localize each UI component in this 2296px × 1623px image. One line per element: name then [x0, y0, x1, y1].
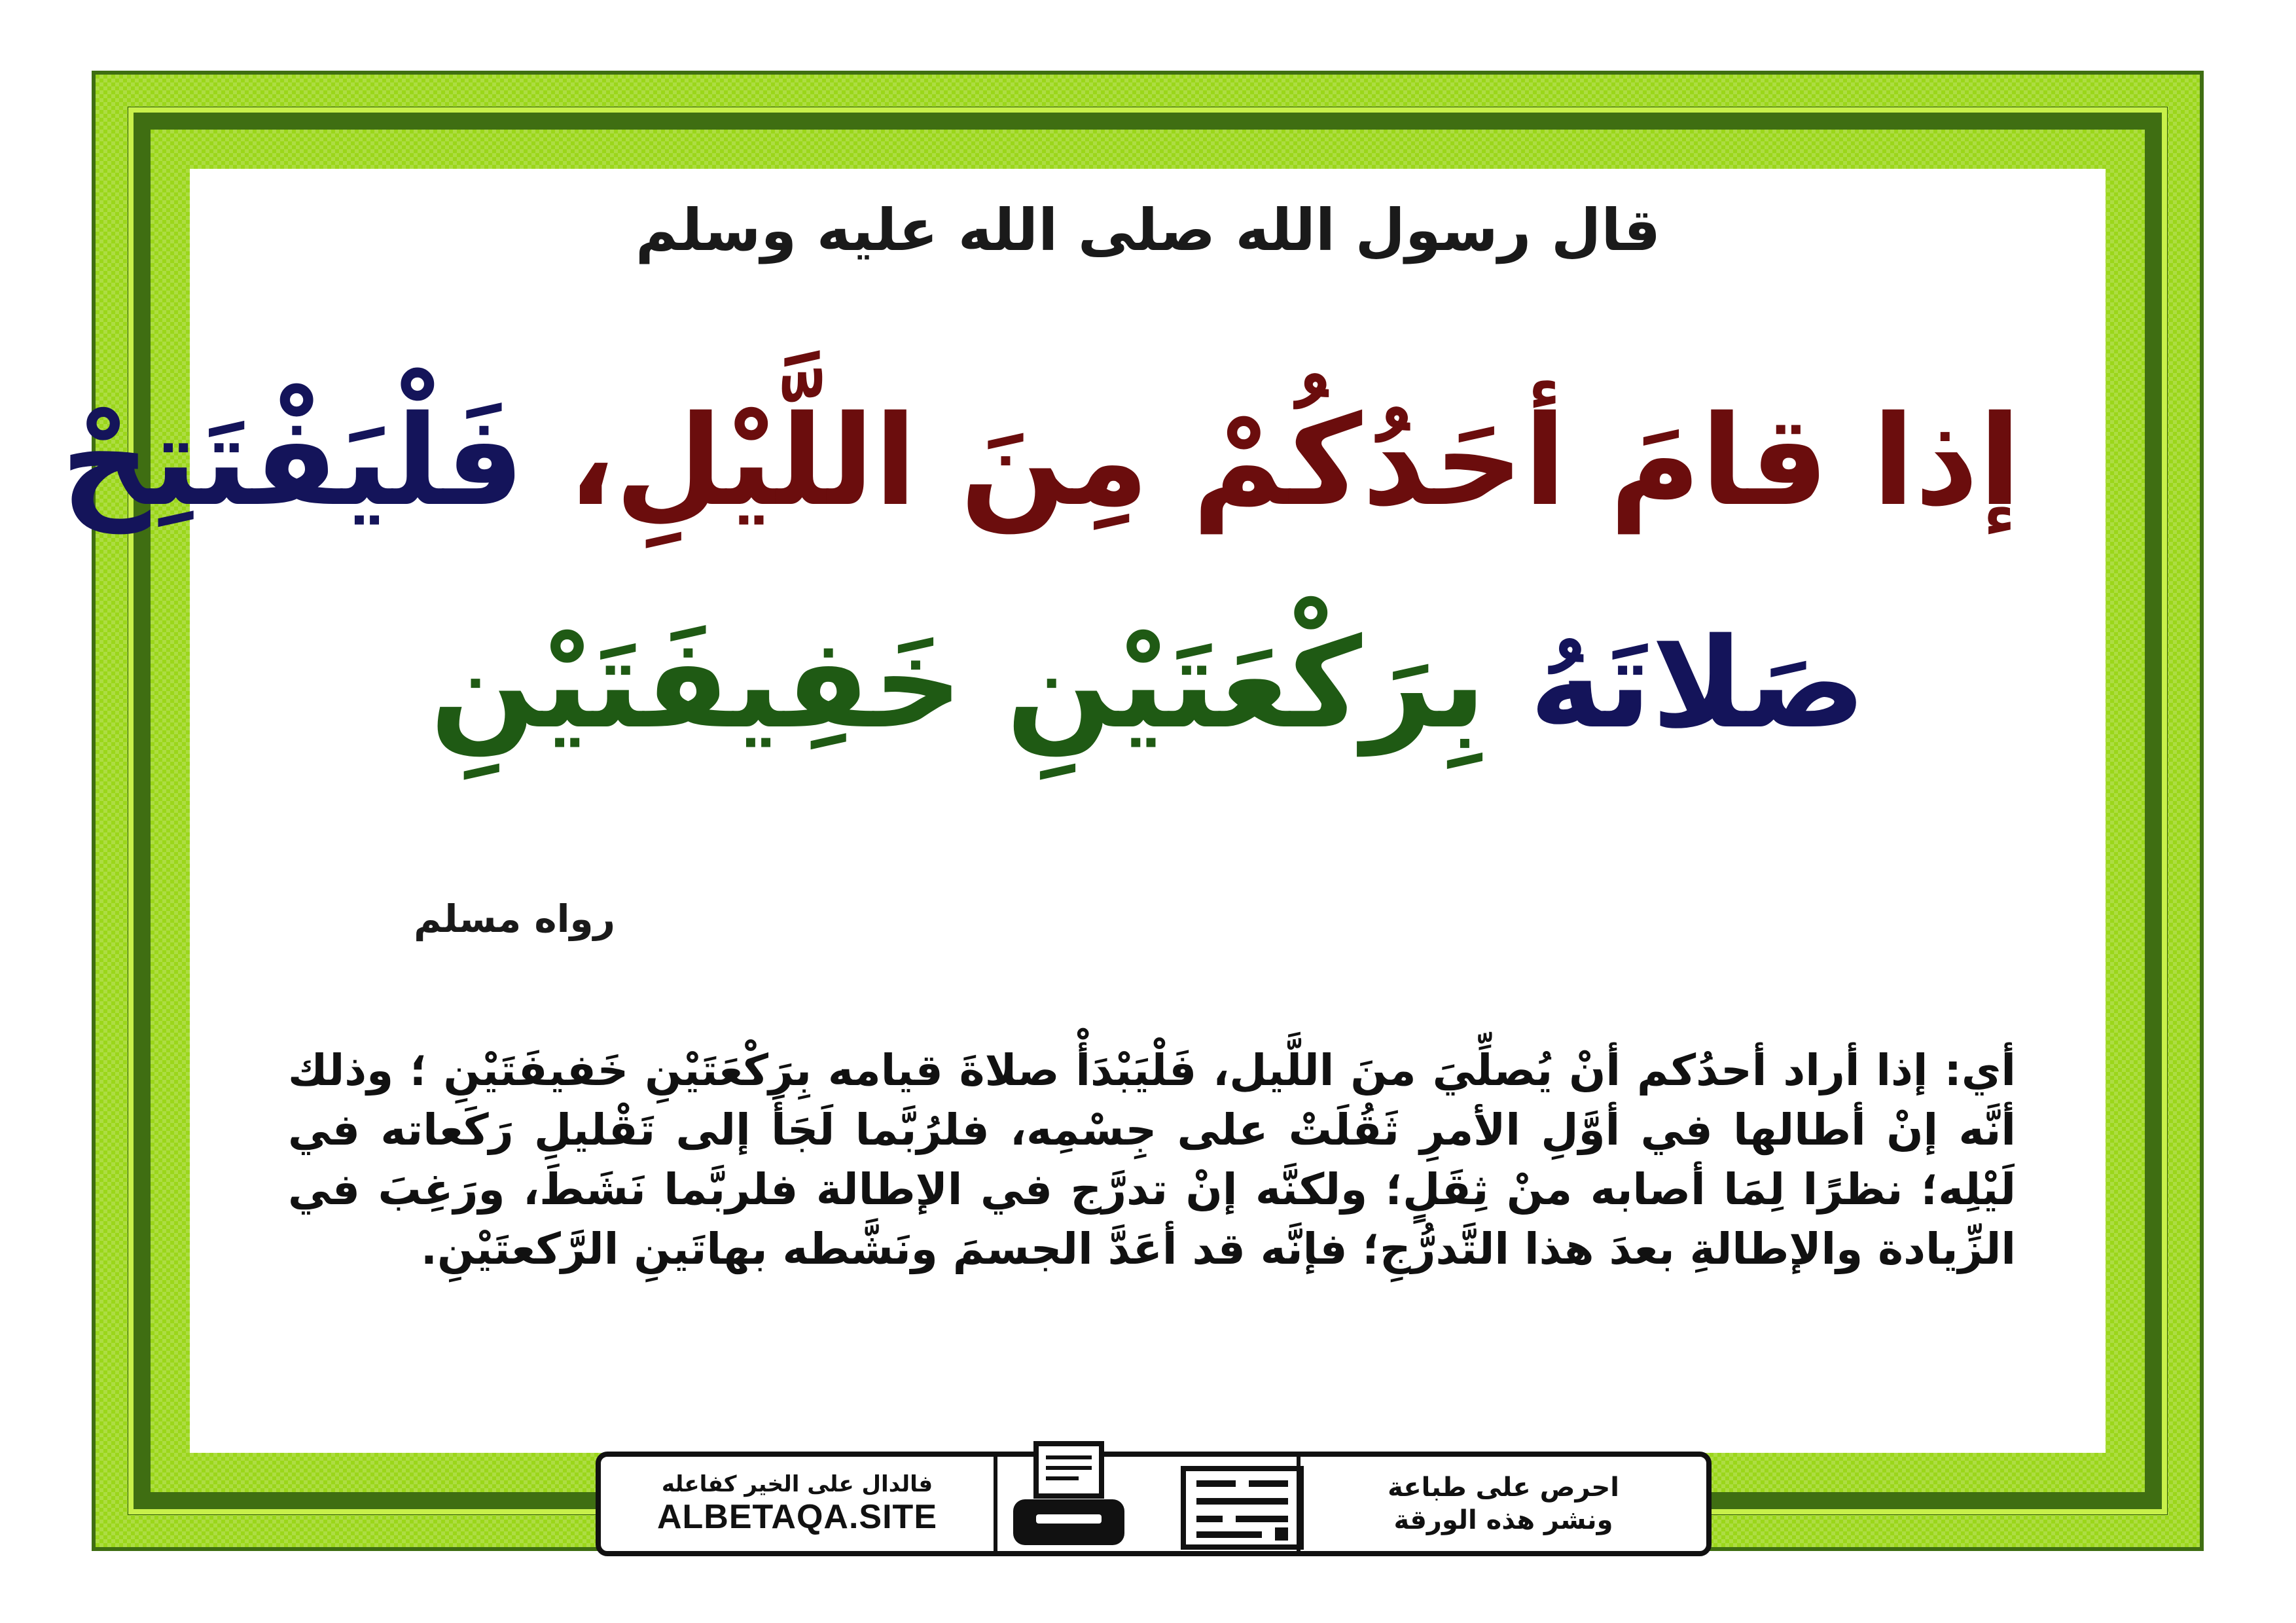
footer-share-line-2: ونشر هذه الورقة: [1393, 1505, 1613, 1535]
hadith-text-navy-2: صَلاتَهُ: [1529, 611, 1867, 756]
hadith-text-red: إذا قامَ أحَدُكُمْ مِنَ اللَّيْلِ،: [567, 389, 2021, 533]
footer-bar: [596, 1452, 1712, 1556]
hadith-text-navy: فَلْيَفْتَتِحْ: [60, 389, 525, 533]
hadith-text-green: بِرَكْعَتَيْنِ خَفِيفَتَيْنِ: [429, 611, 1486, 756]
footer-proverb: فالدال على الخير كفاعله: [661, 1471, 933, 1497]
site-name: ALBETAQA.SITE: [656, 1498, 938, 1536]
hadith-line-2: [275, 611, 2021, 756]
narrator-attribution: رواه مسلم: [414, 897, 615, 941]
footer-divider-left: [994, 1457, 997, 1551]
footer-site-box: [601, 1457, 994, 1551]
footer-share-line-1: احرص على طباعة: [1388, 1472, 1619, 1503]
explanation-paragraph: أي: إذا أراد أحدُكم أنْ يُصلِّيَ منَ اللَّيل، فَلْيَبْدَأْ صلاةَ قيامه بِرَكْعَتَيْنِ خَفيفَتَيْنِ ؛ وذلك أنَّه إنْ أطالها في أوَّلِ الأمرِ ثَقُلَتْ على جِسْمِه، فلرُبَّما لَجَأَ إلى تَقْليلِ رَكَعاته في لَيْلِه؛ نظرًا لِمَا أصابه منْ ثِقَلٍ؛ ولكنَّه إنْ تدرَّج في الإطالة فلربَّما نَشَطَ، ورَغِبَ في الزِّيادة والإطالةِ بعدَ هذا التَّدرُّجِ؛ فإنَّه قد أعَدَّ الجسمَ ونَشَّطه بهاتَينِ الرَّكعتَيْنِ.: [288, 1045, 2016, 1275]
footer-share-note: [1300, 1457, 1706, 1551]
logo-icon: [1177, 1462, 1308, 1554]
printer-icon: [1007, 1437, 1131, 1561]
page-title: قال رسول الله صلى الله عليه وسلم: [635, 196, 1661, 264]
hadith-line-1: [60, 389, 2021, 533]
